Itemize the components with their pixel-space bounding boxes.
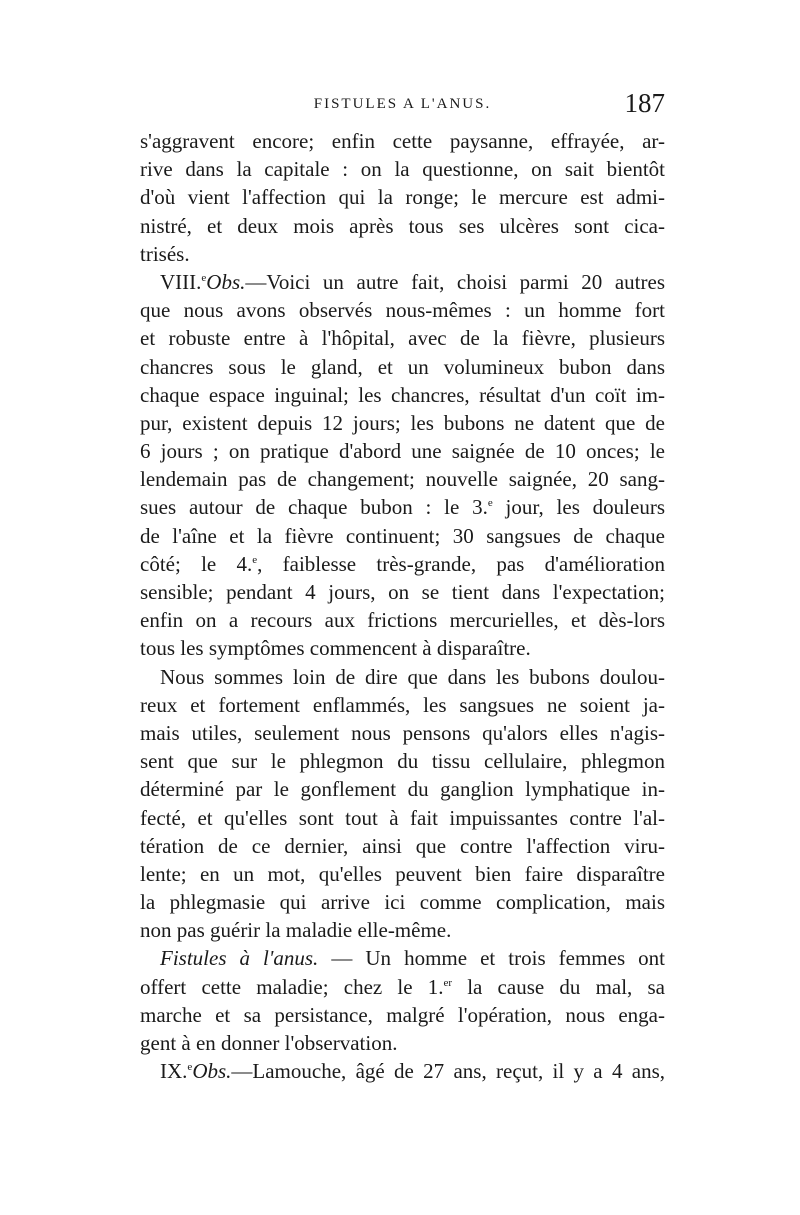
text-line	[140, 381, 665, 409]
line-text: chancres sous le gland, et un volumineux bubon dans	[140, 354, 665, 379]
text-line	[140, 916, 665, 944]
line-text: mais utiles, seulement nous pensons qu'alors elles n'agis-	[140, 720, 665, 745]
line-text: 6 jours ; on pratique d'abord une saignée de 10 onces; le	[140, 439, 665, 464]
text-line	[140, 663, 665, 691]
text-line	[140, 550, 665, 578]
italic-text: Obs.	[206, 269, 246, 294]
text-line	[140, 155, 665, 183]
line-text: —Voici un autre fait, choisi parmi 20 autres	[245, 269, 665, 294]
text-line	[140, 860, 665, 888]
text-line	[140, 634, 665, 662]
page-header	[140, 88, 665, 122]
line-text: —Lamouche, âgé de 27 ans, reçut, il y a 4 ans,	[231, 1059, 665, 1084]
line-text: marche et sa persistance, malgré l'opération, nous enga-	[140, 1002, 665, 1027]
line-text: — Un homme et trois femmes ont	[318, 946, 665, 971]
text-line	[140, 296, 665, 324]
superscript: e	[187, 1061, 193, 1074]
line-text: chaque espace inguinal; les chancres, résultat d'un coït im-	[140, 382, 665, 407]
line-text: sent que sur le phlegmon du tissu cellulaire, phlegmon	[140, 749, 665, 774]
text-line	[140, 691, 665, 719]
text-line	[140, 606, 665, 634]
text-line	[140, 888, 665, 916]
line-text: jour, les douleurs	[492, 495, 665, 520]
text-line	[140, 832, 665, 860]
line-text: de l'aîne et la fièvre continuent; 30 sangsues de chaque	[140, 523, 665, 548]
text-line	[140, 493, 665, 521]
line-lead: IX.	[160, 1059, 188, 1084]
line-text: la cause du mal, sa	[452, 974, 665, 999]
text-line	[140, 324, 665, 352]
text-line	[140, 212, 665, 240]
superscript: e	[252, 553, 258, 566]
page-number: 187	[624, 88, 665, 118]
line-lead: côté; le 4.	[140, 551, 253, 576]
line-text: fecté, et qu'elles sont tout à fait impuissantes contre l'al-	[140, 805, 665, 830]
line-text: nistré, et deux mois après tous ses ulcères sont cica-	[140, 213, 665, 238]
text-line	[140, 1001, 665, 1029]
superscript: er	[443, 976, 453, 989]
text-line	[140, 1029, 665, 1057]
line-text: , faiblesse très-grande, pas d'amélioration	[257, 551, 666, 576]
text-line	[140, 240, 665, 268]
line-lead: sues autour de chaque bubon : le 3.	[140, 495, 488, 520]
superscript: e	[201, 271, 207, 284]
line-text: tération de ce dernier, ainsi que contre l'affection viru-	[140, 833, 665, 858]
text-line	[140, 268, 665, 296]
line-text: pur, existent depuis 12 jours; les bubons ne datent que de	[140, 410, 665, 435]
line-text: sensible; pendant 4 jours, on se tient dans l'expectation;	[140, 580, 665, 604]
line-text: tous les symptômes commencent à disparaître.	[140, 636, 531, 661]
italic-text: Fistules à l'anus.	[160, 946, 319, 971]
text-line	[140, 944, 665, 972]
line-lead: VIII.	[160, 269, 202, 294]
body-text	[140, 127, 665, 1085]
line-text: enfin on a recours aux frictions mercurielles, et dès-lors	[140, 608, 665, 633]
text-line	[140, 747, 665, 775]
line-text: Nous sommes loin de dire que dans les bubons doulou-	[160, 664, 665, 689]
line-text: lendemain pas de changement; nouvelle saignée, 20 sang-	[140, 467, 665, 492]
text-line	[140, 973, 665, 1001]
superscript: e	[487, 497, 493, 510]
italic-text: Obs.	[192, 1059, 232, 1084]
text-line	[140, 775, 665, 803]
line-text: déterminé par le gonflement du ganglion lymphatique in-	[140, 777, 665, 802]
line-lead: offert cette maladie; chez le 1.	[140, 974, 444, 999]
line-text: que nous avons observés nous-mêmes : un homme fort	[140, 298, 665, 323]
text-line	[140, 465, 665, 493]
running-head: FISTULES A L'ANUS.	[313, 96, 492, 112]
line-text: reux et fortement enflammés, les sangsues ne soient ja-	[140, 692, 665, 717]
line-text: s'aggravent encore; enfin cette paysanne, effrayée, ar-	[140, 129, 665, 153]
line-text: la phlegmasie qui arrive ici comme complication, mais	[140, 890, 665, 915]
text-line	[140, 127, 665, 155]
line-text: non pas guérir la maladie elle-même.	[140, 918, 452, 943]
text-line	[140, 183, 665, 211]
text-line	[140, 1057, 665, 1085]
text-line	[140, 409, 665, 437]
line-text: gent à en donner l'observation.	[140, 1031, 398, 1055]
text-line	[140, 353, 665, 381]
text-line	[140, 804, 665, 832]
line-text: lente; en un mot, qu'elles peuvent bien faire disparaître	[140, 861, 665, 886]
line-text: et robuste entre à l'hôpital, avec de la fièvre, plusieurs	[140, 326, 665, 351]
text-line	[140, 522, 665, 550]
text-line	[140, 437, 665, 465]
line-text: rive dans la capitale : on la questionne, on sait bientôt	[140, 157, 665, 182]
text-line	[140, 719, 665, 747]
text-line	[140, 578, 665, 606]
line-text: trisés.	[140, 241, 190, 266]
line-text: d'où vient l'affection qui la ronge; le mercure est admi-	[140, 185, 665, 210]
